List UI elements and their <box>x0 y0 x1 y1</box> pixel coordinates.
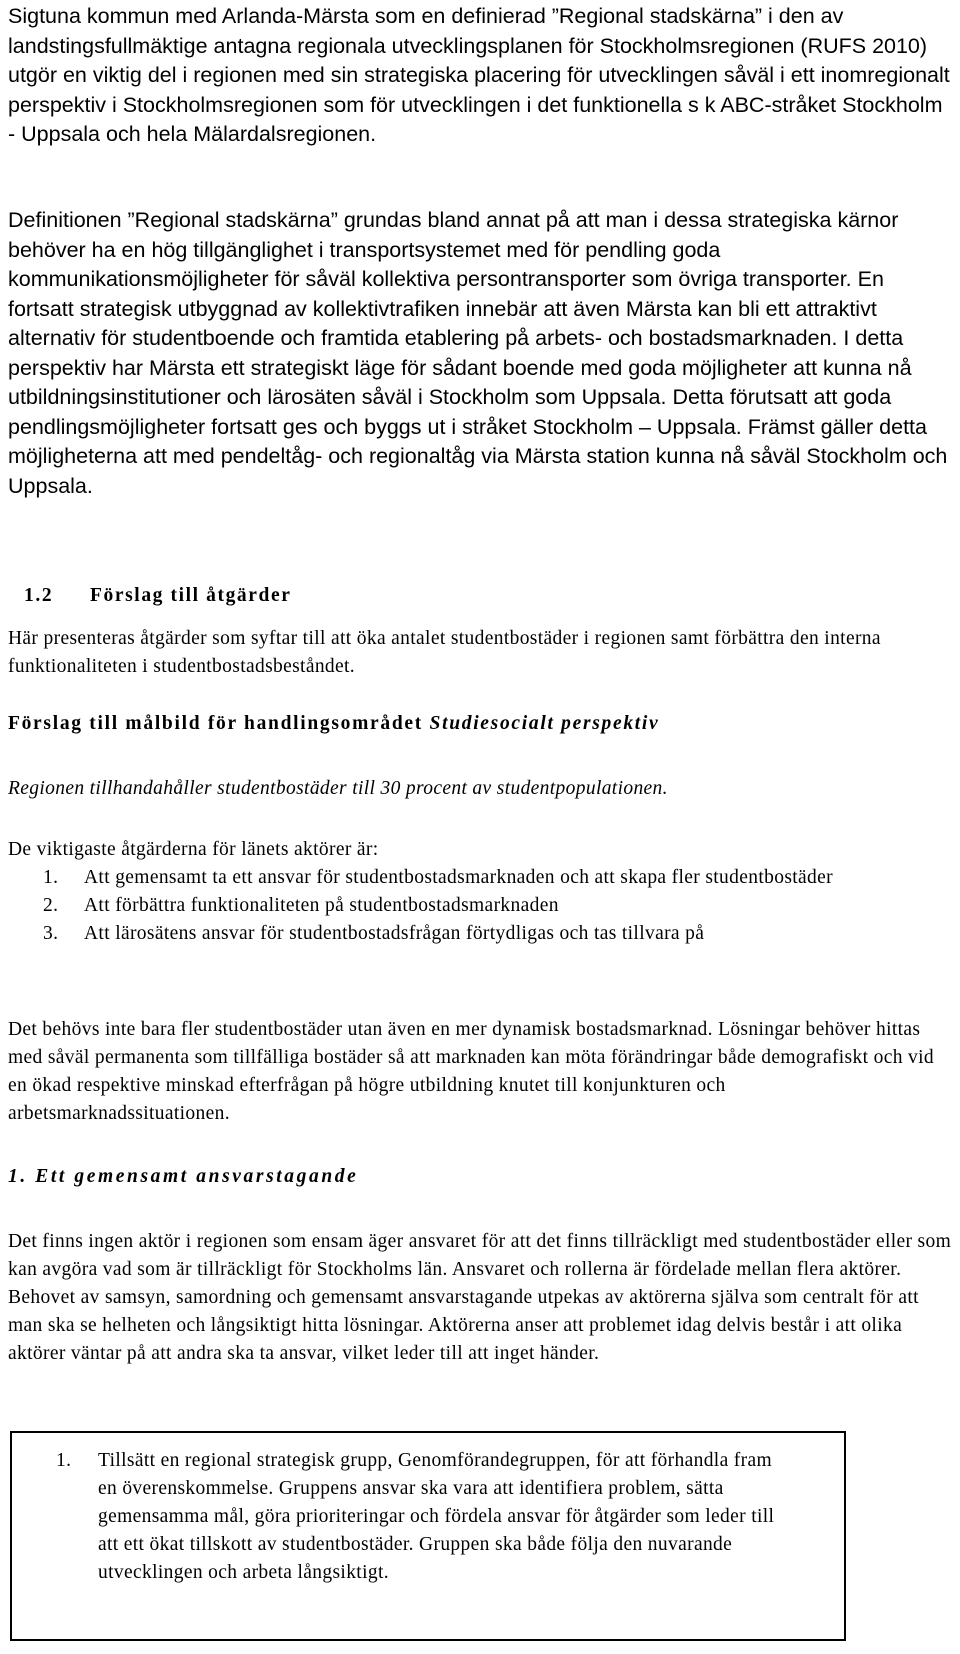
proposal-box <box>10 1431 846 1641</box>
list-item-text: Att gemensamt ta ett ansvar för studentbostadsmarknaden och att skapa fler studentbostäder <box>84 867 833 888</box>
goal-heading <box>8 713 659 735</box>
section-number: 1.2 <box>24 585 54 606</box>
list-marker: 2. <box>43 895 59 916</box>
goal-heading-area: Studiesocialt perspektiv <box>429 713 660 734</box>
list-item-text: Att lärosätens ansvar för studentbostadsfrågan förtydligas och tas tillvara på <box>84 923 705 944</box>
section-heading <box>24 585 291 607</box>
responsibility-paragraph: Det finns ingen aktör i regionen som ensam äger ansvaret för att det finns tillräckligt med studentbostäder eller som kan avgöra vad som är tillräckligt för Stockholms län. Ansvaret och rollerna är fördelade mellan flera aktörer. Behovet av samsyn, samordning och gemensamt ansvarstagande utpekas av aktörerna själva som centralt för att man ska se helheten och långsiktigt hitta lösningar. Aktörerna anser att problemet idag delvis består i att olika aktörer väntar på att andra ska ta ansvar, vilket leder till att inget händer. <box>8 1231 952 1364</box>
intro-paragraph-2: Definitionen ”Regional stadskärna” grundas bland annat på att man i dessa strategiska kärnor behöver ha en hög tillgänglighet i transportsystemet med för pendling goda kommunikationsmöjligheter för såväl kollektiva persontransporter som övriga transporter. En fortsatt strategisk utbyggnad av kollektivtrafiken innebär att även Märsta kan bli ett attraktivt alternativ för studentboende och framtida etablering på arbets- och bostadsmarknaden. I detta perspektiv har Märsta ett strategiskt läge för sådant boende med goda möjligheter att kunna nå utbildningsinstitutioner och lärosäten såväl i Stockholm som Uppsala. Detta förutsatt att goda pendlingsmöjligheter fortsatt ges och byggs ut i stråket Stockholm – Uppsala. Främst gäller detta möjligheterna att med pendeltåg- och regionaltåg via Märsta station kunna nå såväl Stockholm och Uppsala. <box>8 208 948 498</box>
actions-list <box>8 864 938 948</box>
goal-statement: Regionen tillhandahåller studentbostäder till 30 procent av studentpopulationen. <box>8 778 668 799</box>
list-item-text: Tillsätt en regional strategisk grupp, Genomförandegruppen, för att förhandla fram en överenskommelse. Gruppens ansvar ska vara att identifiera problem, sätta gemensamma mål, göra prioriteringar och fördela ansvar för åtgärder som leder till att ett ökat tillskott av studentbostäder. Gruppen ska både följa den nuvarande utvecklingen och arbeta långsiktigt. <box>98 1450 775 1583</box>
intro-paragraph-1: Sigtuna kommun med Arlanda-Märsta som en definierad ”Regional stadskärna” i den av landstingsfullmäktige antagna regionala utvecklingsplanen för Stockholmsregionen (RUFS 2010) utgör en viktig del i regionen med sin strategiska placering för utvecklingen såväl i ett inomregionalt perspektiv i Stockholmsregionen som för utvecklingen i det funktionella s k ABC-stråket Stockholm - Uppsala och hela Mälardalsregionen. <box>8 4 950 146</box>
list-item <box>12 1447 812 1587</box>
goal-heading-prefix: Förslag till målbild för handlingsområdet <box>8 713 430 734</box>
list-marker: 1. <box>56 1450 72 1471</box>
section-title: Förslag till åtgärder <box>90 585 292 606</box>
list-marker: 1. <box>43 867 59 888</box>
list-item <box>8 920 938 948</box>
proposal-list <box>12 1447 812 1587</box>
list-item <box>8 864 938 892</box>
list-item-text: Att förbättra funktionaliteten på studentbostadsmarknaden <box>84 895 559 916</box>
section-intro-paragraph: Här presenteras åtgärder som syftar till att öka antalet studentbostäder i regionen samt förbättra den interna funktionaliteten i studentbostadsbeståndet. <box>8 628 881 677</box>
market-paragraph: Det behövs inte bara fler studentbostäder utan även en mer dynamisk bostadsmarknad. Lösningar behöver hittas med såväl permanenta som tillfälliga bostäder så att marknaden kan möta förändringar både demografiskt och vid en ökad respektive minskad efterfrågan på högre utbildning knutet till konjunkturen och arbetsmarknadssituationen. <box>8 1019 934 1124</box>
subsection-heading: 1. Ett gemensamt ansvarstagande <box>8 1166 359 1187</box>
list-item <box>8 892 938 920</box>
actions-lead-text: De viktigaste åtgärderna för länets aktörer är: <box>8 839 379 860</box>
list-marker: 3. <box>43 923 59 944</box>
